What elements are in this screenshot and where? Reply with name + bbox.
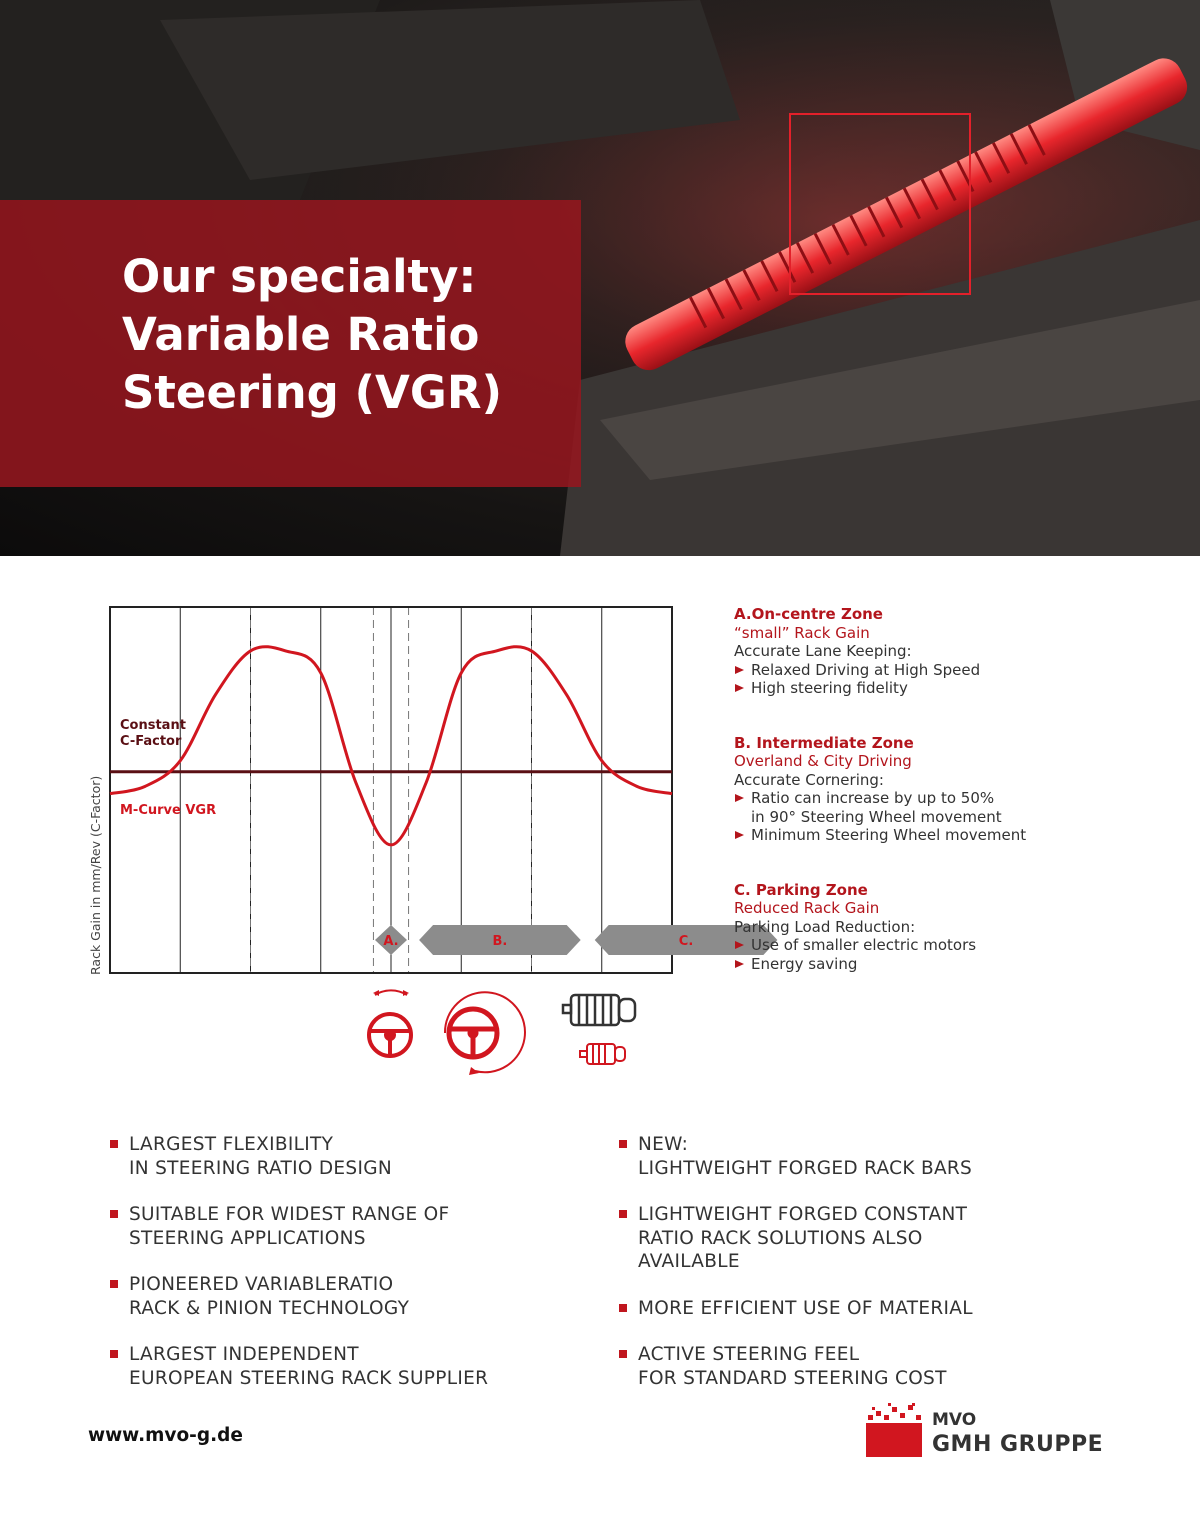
zone-title: C. Parking Zone: [734, 880, 868, 899]
steering-wheel-full-turn-icon: [445, 992, 525, 1075]
zone-c: [734, 881, 1174, 974]
zone-lead: Accurate Lane Keeping:: [734, 642, 912, 660]
feature-item: LARGEST INDEPENDENT EUROPEAN STEERING RACK SUPPLIER: [110, 1343, 550, 1390]
zone-title: B. Intermediate Zone: [734, 733, 914, 752]
constant-label-line2: C-Factor: [120, 734, 182, 749]
zone-item: High steering fidelity: [734, 679, 1174, 698]
zone-subtitle: “small” Rack Gain: [734, 623, 870, 642]
zone-lead: Parking Load Reduction:: [734, 917, 916, 936]
feature-list-right: [619, 1133, 1059, 1413]
zone-subtitle: Reduced Rack Gain: [734, 899, 880, 917]
rack-gain-chart: [80, 595, 694, 980]
feature-item: NEW: LIGHTWEIGHT FORGED RACK BARS: [619, 1133, 1059, 1180]
title-line: Steering (VGR): [122, 366, 503, 419]
feature-item: LIGHTWEIGHT FORGED CONSTANT RATIO RACK SOLUTIONS ALSO AVAILABLE: [619, 1203, 1059, 1274]
zone-subtitle: Overland & City Driving: [734, 752, 912, 770]
zone-c-label: C.: [678, 934, 694, 949]
logo-text-mvo: MVO: [932, 1410, 977, 1430]
logo-text-gmh: GMH GRUPPE: [932, 1432, 1104, 1457]
feature-item: LARGEST FLEXIBILITY IN STEERING RATIO DESIGN: [110, 1133, 550, 1180]
mcurve-label: M-Curve VGR: [120, 803, 217, 818]
constant-label-line1: Constant: [120, 718, 186, 733]
zone-a-label: A.: [383, 934, 399, 949]
zone-item: Energy saving: [734, 955, 1174, 974]
website-link[interactable]: www.mvo-g.de: [88, 1425, 243, 1446]
zone-item: Use of smaller electric motors: [734, 936, 1174, 955]
zone-b: [734, 734, 1174, 845]
large-electric-motor-icon: [563, 995, 635, 1025]
zone-item: Relaxed Driving at High Speed: [734, 661, 1174, 680]
zone-a: [734, 605, 1174, 698]
small-electric-motor-icon: [580, 1044, 625, 1064]
zone-icons: [355, 985, 655, 1080]
feature-item: ACTIVE STEERING FEEL FOR STANDARD STEERING COST: [619, 1343, 1059, 1390]
y-axis-label: Rack Gain in mm/Rev (C-Factor): [88, 775, 103, 975]
page-title: [122, 248, 502, 422]
zone-item: Minimum Steering Wheel movement: [734, 826, 1174, 845]
feature-item: SUITABLE FOR WIDEST RANGE OF STEERING APPLICATIONS: [110, 1203, 550, 1250]
zone-b-label: B.: [492, 934, 508, 949]
steering-wheel-small-turn-icon: [369, 990, 411, 1056]
feature-item: MORE EFFICIENT USE OF MATERIAL: [619, 1297, 1059, 1321]
zone-item: Ratio can increase by up to 50% in 90° Steering Wheel movement: [734, 789, 1174, 826]
title-line: Variable Ratio: [122, 308, 480, 361]
feature-list-left: [110, 1133, 550, 1413]
feature-item: PIONEERED VARIABLERATIO RACK & PINION TECHNOLOGY: [110, 1273, 550, 1320]
title-line: Our specialty:: [122, 250, 477, 303]
gmh-logo-icon: [866, 1403, 930, 1457]
zone-descriptions: [734, 605, 1174, 1009]
zone-lead: Accurate Cornering:: [734, 770, 884, 789]
zone-title: A.On-centre Zone: [734, 605, 883, 623]
